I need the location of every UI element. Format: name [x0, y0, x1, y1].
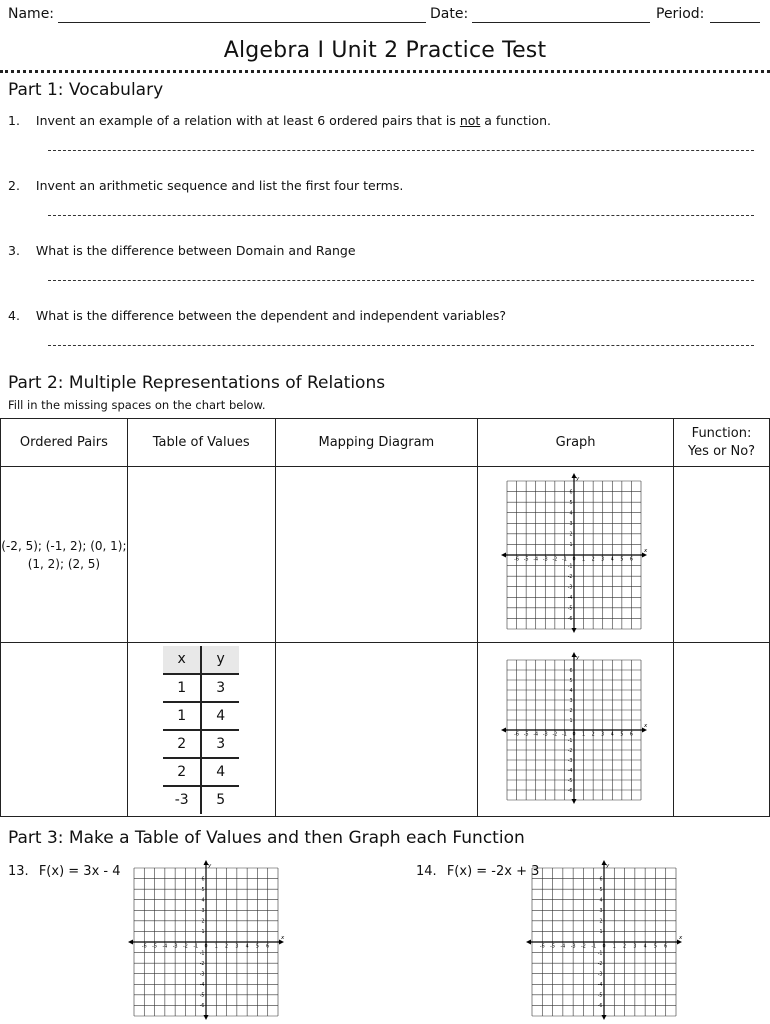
y-tick-label: -3 [597, 972, 603, 978]
x-axis-label: x [281, 935, 285, 941]
x-axis-arrow [128, 940, 133, 945]
x-tick-label: 2 [623, 944, 627, 950]
question-text: Invent an arithmetic sequence and list the first four terms. [35, 178, 404, 193]
problem-number: 14. [416, 864, 437, 879]
part2-instruction: Fill in the missing spaces on the chart below. [8, 398, 266, 412]
answer-line-2[interactable] [48, 215, 754, 216]
col-function [674, 419, 770, 467]
function-answer-cell[interactable] [674, 467, 770, 643]
y-tick-label: -2 [567, 748, 573, 754]
x-tick-label: 3 [633, 944, 637, 950]
part2-heading: Part 2: Multiple Representations of Relations [8, 373, 386, 393]
x-value: 1 [163, 702, 201, 730]
xy-row [163, 702, 239, 730]
x-tick-label: 5 [619, 732, 623, 737]
y-tick-label: 3 [569, 521, 573, 527]
x-tick-label: 2 [225, 944, 229, 950]
x-tick-label: 5 [255, 944, 259, 950]
y-axis-label: y [606, 863, 610, 869]
x-tick-label: 6 [664, 944, 668, 950]
question-text: What is the difference between the dependent and independent variables? [35, 308, 507, 323]
graph-cell [478, 467, 674, 643]
y-tick-label: -6 [567, 616, 573, 622]
period-label: Period: [656, 6, 705, 22]
x-tick-label: 1 [581, 557, 585, 562]
x-tick-label: -2 [552, 732, 557, 737]
x-tick-label: 4 [610, 732, 614, 737]
question-text: What is the difference between Domain and Range [35, 243, 356, 258]
problem-14 [416, 864, 539, 879]
x-axis-label: x [643, 722, 647, 729]
ordered-pairs-cell [1, 467, 128, 643]
x-tick-label: -4 [162, 944, 168, 950]
ordered-pairs-cell[interactable] [1, 643, 128, 817]
y-tick-label: 6 [569, 489, 573, 495]
x-tick-label: -5 [550, 944, 555, 950]
y-tick-label: -6 [567, 788, 573, 794]
x-tick-label: -1 [193, 944, 199, 950]
xy-table-header [163, 646, 239, 674]
mapping-diagram-cell[interactable] [275, 643, 478, 817]
x-tick-label: -3 [542, 732, 548, 737]
x-tick-label: 1 [214, 944, 218, 950]
x-tick-label: -2 [552, 557, 557, 562]
x-tick-label: -3 [570, 944, 576, 950]
period-field[interactable] [710, 22, 760, 23]
y-tick-label: -5 [567, 606, 573, 612]
y-tick-label: 2 [569, 532, 573, 538]
table-row [1, 643, 770, 817]
graph-14 [526, 860, 686, 1024]
x-tick-label: 6 [629, 557, 633, 562]
answer-line-3[interactable] [48, 280, 754, 281]
y-tick-label: -3 [199, 972, 205, 978]
x-tick-label: 2 [591, 557, 595, 562]
col-function-line1: Function: [691, 426, 752, 441]
x-tick-label: 6 [629, 732, 633, 737]
y-tick-label: 5 [201, 887, 205, 893]
x-tick-label: 1 [581, 732, 585, 737]
y-axis-arrow [602, 1015, 607, 1020]
y-axis-arrow [571, 628, 576, 633]
y-value: 3 [201, 730, 239, 758]
question-text: Invent an example of a relation with at least 6 ordered pairs that is [35, 113, 460, 128]
title-divider [0, 70, 770, 73]
xy-row [163, 758, 239, 786]
graph-cell [478, 643, 674, 817]
x-tick-label: 0 [572, 732, 576, 737]
col-ordered-pairs: Ordered Pairs [1, 419, 128, 467]
x-tick-label: 6 [266, 944, 270, 950]
x-tick-label: -1 [561, 557, 567, 562]
x-tick-label: -3 [172, 944, 178, 950]
x-tick-label: -6 [539, 944, 545, 950]
y-tick-label: 6 [201, 877, 205, 883]
y-tick-label: -4 [199, 983, 205, 989]
table-row [1, 467, 770, 643]
y-tick-label: -1 [597, 951, 603, 957]
x-tick-label: -4 [532, 732, 538, 737]
x-tick-label: 3 [600, 732, 604, 737]
col-table-of-values: Table of Values [127, 419, 275, 467]
y-tick-label: -2 [199, 961, 205, 967]
x-tick-label: -1 [591, 944, 597, 950]
x-tick-label: 3 [600, 557, 604, 562]
col-mapping-diagram: Mapping Diagram [275, 419, 478, 467]
mapping-diagram-cell[interactable] [275, 467, 478, 643]
x-tick-label: 0 [204, 944, 208, 950]
x-value: 2 [163, 730, 201, 758]
graph-13 [128, 860, 288, 1024]
y-tick-label: -6 [597, 1004, 603, 1010]
x-axis-label: x [643, 547, 647, 554]
x-tick-label: 5 [619, 557, 623, 562]
coordinate-grid[interactable] [128, 860, 288, 1020]
problem-expression: F(x) = -2x + 3 [446, 864, 540, 879]
y-tick-label: 2 [201, 919, 205, 925]
y-header: y [201, 646, 239, 674]
y-value: 5 [216, 792, 226, 808]
y-tick-label: 4 [201, 898, 205, 904]
y-axis-arrow [571, 799, 576, 804]
function-answer-cell[interactable] [674, 643, 770, 817]
y-tick-label: 1 [201, 930, 205, 936]
x-tick-label: 3 [235, 944, 239, 950]
question-4 [8, 308, 506, 323]
y-tick-label: -3 [567, 585, 573, 591]
name-label: Name: [8, 6, 55, 22]
y-tick-label: 4 [599, 898, 603, 904]
y-tick-label: 1 [569, 542, 573, 548]
x-axis-arrow [501, 552, 506, 557]
y-tick-label: -4 [567, 595, 573, 601]
y-tick-label: -1 [567, 738, 573, 744]
question-text-end: a function. [480, 113, 551, 128]
xy-row [163, 786, 239, 814]
y-tick-label: 5 [599, 887, 603, 893]
y-value: 4 [201, 758, 239, 786]
xy-row [163, 674, 239, 702]
x-tick-label: -2 [581, 944, 586, 950]
question-3 [8, 243, 356, 258]
table-of-values-cell[interactable] [127, 467, 275, 643]
y-axis-arrow [204, 1015, 209, 1020]
y-tick-label: -6 [199, 1004, 205, 1010]
table-header-row [1, 419, 770, 467]
y-tick-label: 2 [569, 708, 573, 714]
y-axis-label: y [208, 863, 212, 869]
y-tick-label: -1 [567, 563, 573, 569]
coordinate-grid[interactable] [501, 652, 651, 804]
y-tick-label: 5 [569, 678, 573, 684]
x-tick-label: -3 [542, 557, 548, 562]
x-tick-label: -5 [523, 732, 529, 737]
xy-table [163, 646, 239, 814]
y-tick-label: -2 [567, 574, 573, 580]
x-value: 1 [163, 674, 201, 702]
part3-heading: Part 3: Make a Table of Values and then Graph each Function [8, 828, 525, 848]
x-tick-label: 4 [643, 944, 647, 950]
y-value: 3 [201, 674, 239, 702]
x-header: x [163, 646, 201, 674]
problem-13 [8, 864, 121, 879]
x-value: 2 [163, 758, 201, 786]
date-field[interactable] [472, 22, 650, 23]
y-tick-label: -1 [199, 951, 205, 957]
question-emphasis: not [459, 113, 481, 128]
x-tick-label: 5 [653, 944, 657, 950]
y-tick-label: 3 [599, 909, 603, 915]
x-tick-label: 0 [572, 557, 576, 562]
x-axis-label: x [679, 935, 683, 941]
table-of-values-cell [127, 643, 275, 817]
y-tick-label: 3 [201, 909, 205, 915]
xy-row [163, 730, 239, 758]
x-tick-label: 4 [245, 944, 249, 950]
x-value: -3 [163, 786, 201, 814]
x-tick-label: -5 [523, 557, 529, 562]
part1-heading: Part 1: Vocabulary [8, 80, 164, 100]
x-tick-label: 1 [612, 944, 616, 950]
y-tick-label: 6 [569, 668, 573, 674]
question-number: 2. [8, 178, 20, 193]
x-tick-label: -6 [513, 557, 519, 562]
x-tick-label: 0 [602, 944, 606, 950]
y-tick-label: 6 [599, 877, 603, 883]
date-label: Date: [430, 6, 469, 22]
question-2 [8, 178, 403, 193]
x-tick-label: -4 [532, 557, 538, 562]
y-tick-label: 1 [599, 930, 603, 936]
question-number: 1. [8, 113, 20, 128]
col-function-line2: Yes or No? [687, 444, 756, 459]
x-axis-arrow [501, 727, 506, 732]
x-tick-label: -2 [183, 944, 188, 950]
x-tick-label: -4 [560, 944, 566, 950]
y-tick-label: -5 [199, 993, 205, 999]
y-tick-label: 2 [599, 919, 603, 925]
y-value: 4 [201, 702, 239, 730]
x-tick-label: -6 [141, 944, 147, 950]
ordered-pairs-line2: (1, 2); (2, 5) [27, 556, 101, 571]
y-tick-label: 3 [569, 698, 573, 704]
y-tick-label: -4 [567, 768, 573, 774]
x-tick-label: -5 [152, 944, 157, 950]
name-field[interactable] [58, 22, 426, 23]
coordinate-grid[interactable] [501, 473, 651, 633]
x-tick-label: -1 [561, 732, 567, 737]
problem-number: 13. [8, 864, 29, 879]
y-tick-label: -5 [597, 993, 603, 999]
relations-table [0, 418, 770, 817]
x-tick-label: 2 [591, 732, 595, 737]
y-tick-label: 4 [569, 688, 573, 694]
x-tick-label: -6 [513, 732, 519, 737]
x-tick-label: 4 [610, 557, 614, 562]
y-tick-label: -4 [597, 983, 603, 989]
coordinate-grid[interactable] [526, 860, 686, 1020]
y-tick-label: -3 [567, 758, 573, 764]
page-title: Algebra I Unit 2 Practice Test [223, 38, 547, 63]
answer-line-1[interactable] [48, 150, 754, 151]
ordered-pairs-line1: (-2, 5); (-1, 2); (0, 1); [1, 538, 127, 553]
y-tick-label: -5 [567, 778, 573, 784]
y-tick-label: 4 [569, 511, 573, 517]
y-axis-label: y [575, 654, 579, 661]
y-axis-label: y [575, 475, 579, 482]
x-axis-arrow [526, 940, 531, 945]
y-tick-label: -2 [597, 961, 603, 967]
question-number: 3. [8, 243, 20, 258]
question-1 [8, 113, 551, 128]
problem-expression: F(x) = 3x - 4 [38, 864, 121, 879]
y-tick-label: 5 [569, 500, 573, 506]
y-tick-label: 1 [569, 718, 573, 724]
answer-line-4[interactable] [48, 345, 754, 346]
question-number: 4. [8, 308, 20, 323]
col-graph: Graph [478, 419, 674, 467]
